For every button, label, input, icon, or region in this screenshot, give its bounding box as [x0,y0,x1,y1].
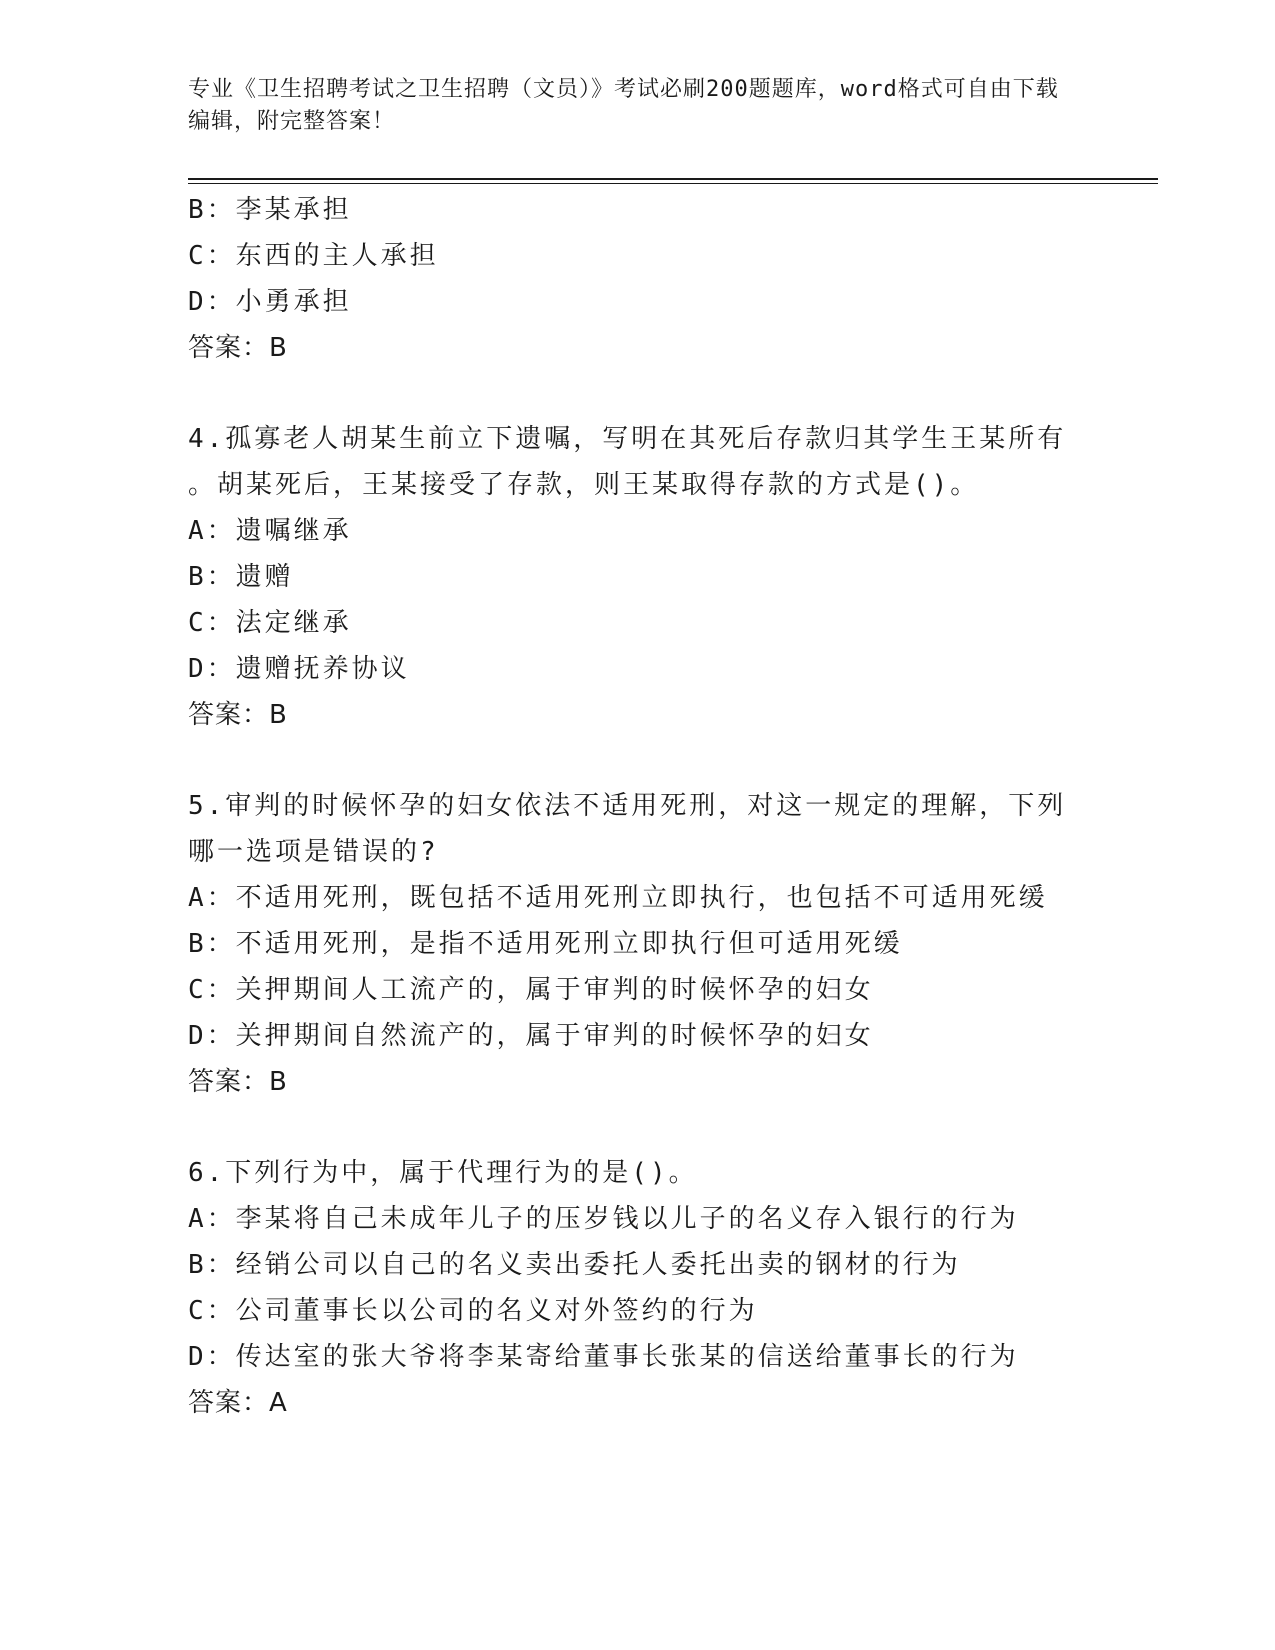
option-c: C：公司董事长以公司的名义对外签约的行为 [188,1296,758,1326]
option-c: C：法定继承 [188,608,352,638]
question-block-3 [188,187,1088,371]
question-block-6 [188,1150,1088,1426]
answer-line: 答案：B [188,1067,288,1097]
answer-line: 答案：A [188,1388,288,1418]
answer-line: 答案：B [188,700,288,730]
question-stem: 5.审判的时候怀孕的妇女依法不适用死刑，对这一规定的理解，下列 [188,791,1067,821]
document-header: 专业《卫生招聘考试之卫生招聘（文员）》考试必刷200题题库，word格式可自由下载编辑，附完整答案！ [188,77,1059,134]
option-d: D：关押期间自然流产的，属于审判的时候怀孕的妇女 [188,1021,874,1051]
question-stem: 6.下列行为中，属于代理行为的是()。 [188,1158,698,1188]
question-stem: 。胡某死后，王某接受了存款，则王某取得存款的方式是()。 [188,470,980,500]
spacer [188,371,1088,416]
question-list [188,187,1088,1426]
question-block-5 [188,783,1088,1105]
question-stem: 哪一选项是错误的? [188,837,439,867]
option-d: D：遗赠抚养协议 [188,654,410,684]
spacer [188,738,1088,783]
option-b: B：李某承担 [188,195,352,225]
option-a: A：遗嘱继承 [188,516,352,546]
header-rule-thin [188,183,1158,184]
answer-line: 答案：B [188,333,288,363]
spacer [188,1105,1088,1150]
option-d: D：小勇承担 [188,287,352,317]
option-a: A：李某将自己未成年儿子的压岁钱以儿子的名义存入银行的行为 [188,1204,1019,1234]
option-b: B：不适用死刑，是指不适用死刑立即执行但可适用死缓 [188,929,903,959]
option-b: B：遗赠 [188,562,294,592]
option-b: B：经销公司以自己的名义卖出委托人委托出卖的钢材的行为 [188,1250,961,1280]
question-stem: 4.孤寡老人胡某生前立下遗嘱，写明在其死后存款归其学生王某所有 [188,424,1067,454]
option-c: C：关押期间人工流产的，属于审判的时候怀孕的妇女 [188,975,874,1005]
header-rule-thick [188,178,1158,180]
option-d: D：传达室的张大爷将李某寄给董事长张某的信送给董事长的行为 [188,1342,1019,1372]
question-block-4 [188,416,1088,738]
option-c: C：东西的主人承担 [188,241,439,271]
option-a: A：不适用死刑，既包括不适用死刑立即执行，也包括不可适用死缓 [188,883,1048,913]
